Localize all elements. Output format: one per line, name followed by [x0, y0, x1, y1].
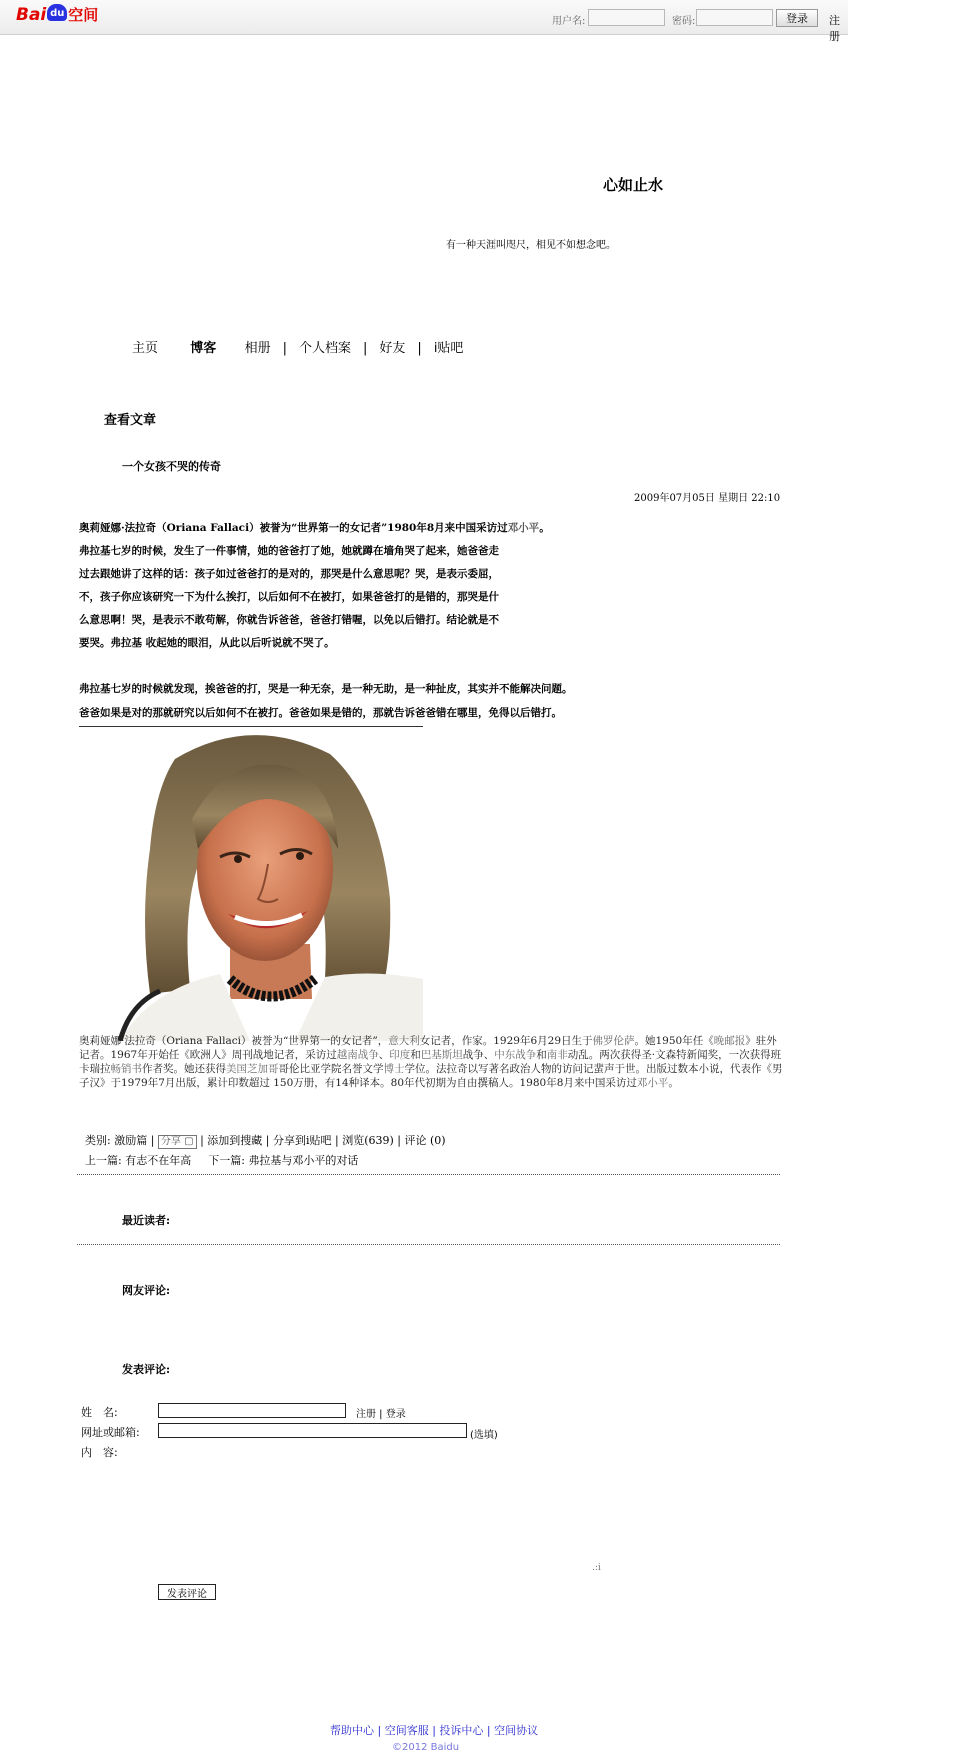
caption-link[interactable]: 南非 — [546, 1049, 568, 1061]
caption-text: 奥莉娅娜·法拉奇（Oriana Fallaci）被誉为“世界第一的女记者”， — [79, 1035, 389, 1047]
divider — [79, 726, 423, 727]
caption-link[interactable]: 晚邮报 — [713, 1035, 746, 1047]
nav-blog[interactable]: 博客 — [190, 341, 217, 356]
caption-line — [79, 1033, 777, 1048]
username-input[interactable] — [588, 9, 665, 26]
caption-link[interactable]: 印度 — [389, 1049, 411, 1061]
submit-comment-button[interactable]: 发表评论 — [158, 1584, 216, 1600]
name-label: 姓 名: — [81, 1406, 118, 1419]
body-text: 。 — [539, 522, 550, 534]
nav-separator: | — [417, 341, 422, 356]
meta-separator: | — [150, 1134, 158, 1147]
url-email-input[interactable] — [158, 1423, 467, 1438]
register-link[interactable]: 注册 — [829, 14, 840, 43]
caption-text: 、 — [378, 1049, 390, 1061]
footer-link-help[interactable]: 帮助中心 — [330, 1724, 374, 1737]
baidu-space-logo[interactable] — [16, 4, 98, 25]
prev-label: 上一篇: — [85, 1154, 122, 1167]
password-label: 密码: — [672, 16, 696, 27]
caption-text: 作者奖。她还获得 — [142, 1063, 226, 1075]
meta-separator: | — [397, 1134, 405, 1147]
nav-album[interactable]: 相册 — [244, 341, 271, 356]
nav-separator: | — [363, 341, 368, 356]
url-email-label: 网址或邮箱: — [81, 1426, 140, 1439]
caption-text: 哥伦比亚学院名誉文学 — [278, 1063, 384, 1075]
body-line: 弗拉基七岁的时候就发现，挨爸爸的打，哭是一种无奈，是一种无助，是一种扯皮，其实并不能解决问题。 — [79, 683, 573, 695]
name-input[interactable] — [158, 1403, 346, 1418]
comments-link[interactable]: 评论 (0) — [404, 1134, 446, 1147]
dotted-divider — [77, 1244, 780, 1245]
share-button[interactable] — [158, 1135, 197, 1149]
password-input[interactable] — [696, 9, 773, 26]
caption-link[interactable]: 巴基斯坦 — [420, 1049, 463, 1061]
main-nav — [132, 337, 463, 356]
meta-separator: | — [265, 1134, 273, 1147]
caption-text: 学位。法拉奇以写著名政治人物的访问记蜚声于世。出版过数本小说，代表作《男 — [404, 1063, 783, 1075]
next-post-link[interactable]: 弗拉基与邓小平的对话 — [248, 1154, 359, 1167]
comment-textarea[interactable] — [158, 1444, 606, 1576]
logo-du: du — [47, 4, 67, 21]
recent-readers-heading: 最近读者: — [122, 1214, 171, 1227]
next-label: 下一篇: — [208, 1154, 245, 1167]
footer-link-agreement[interactable]: 空间协议 — [494, 1724, 539, 1737]
body-line: 要哭。弗拉基 收起她的眼泪，从此以后听说就不哭了。 — [79, 637, 335, 649]
section-title: 查看文章 — [104, 413, 157, 428]
caption-link[interactable]: 博士 — [383, 1063, 405, 1075]
logo-space: 空间 — [68, 6, 99, 24]
caption-link[interactable]: 邓小平 — [636, 1077, 669, 1089]
top-bar — [0, 0, 848, 43]
caption-text: 女记者，作家。1929年6月29日生于 — [419, 1035, 593, 1047]
prev-post-link[interactable]: 有志不在年高 — [125, 1154, 192, 1167]
caption-link[interactable]: 中东战争 — [494, 1049, 537, 1061]
site-description: 有一种天涯叫咫尺，相见不如想念吧。 — [446, 240, 616, 251]
site-title: 心如止水 — [603, 176, 664, 194]
netizen-comments-heading: 网友评论: — [122, 1284, 171, 1297]
body-line — [79, 520, 550, 535]
caption-text: 战争、 — [462, 1049, 495, 1061]
add-to-favorites-link[interactable]: 添加到搜藏 — [207, 1134, 263, 1147]
caption-line — [79, 1047, 781, 1062]
copyright: ©2012 Baidu — [392, 1742, 460, 1753]
body-line: 爸爸如果是对的那就研究以后如何不在被打。爸爸如果是错的，那就告诉爸爸错在哪里，免得以后错打。 — [79, 707, 562, 719]
share-to-tieba-link[interactable]: 分享到i贴吧 — [272, 1134, 332, 1147]
logo-bai: Bai — [16, 5, 47, 25]
caption-link[interactable]: 佛罗伦萨 — [592, 1035, 635, 1047]
caption-text: 。她1950年任《 — [634, 1035, 714, 1047]
username-label: 用户名: — [552, 16, 586, 27]
meta-separator: | — [335, 1134, 343, 1147]
body-line: 过去跟她讲了这样的话：孩子如过爸爸打的是对的，那哭是什么意思呢？哭，是表示委屈， — [79, 568, 499, 580]
body-line: 么意思啊！哭，是表示不敢苟解，你就告诉爸爸，爸爸打错喔，以免以后错打。结论就是不 — [79, 614, 499, 626]
caption-line — [79, 1075, 679, 1090]
prev-next-nav — [85, 1152, 358, 1168]
views-count: 浏览(639) — [342, 1134, 394, 1147]
caption-link[interactable]: 芝加哥 — [247, 1063, 279, 1075]
body-text: 奥莉娅娜·法拉奇（Oriana Fallaci）被誉为“世界第一的女记者”1980年8月来中国采访过 — [79, 522, 508, 534]
caption-line — [79, 1061, 783, 1076]
body-line: 弗拉基七岁的时候，发生了一件事情，她的爸爸打了她，她就蹲在墙角哭了起来，她爸爸走 — [79, 545, 499, 557]
category-link[interactable]: 激励篇 — [114, 1134, 148, 1147]
meta-separator: | — [200, 1134, 208, 1147]
article-title: 一个女孩不哭的传奇 — [122, 460, 221, 473]
caption-text: 。 — [668, 1077, 679, 1089]
caption-text: 》驻外 — [745, 1035, 777, 1047]
nav-separator: | — [282, 341, 287, 356]
share-icon: ▢ — [180, 1136, 194, 1147]
footer-links: 帮助中心 | 空间客服 | 投诉中心 | 空间协议 — [330, 1724, 539, 1737]
register-login-links[interactable]: 注册 | 登录 — [356, 1409, 406, 1420]
caption-link[interactable]: 越南战争 — [336, 1049, 379, 1061]
body-line: 不，孩子你应该研究一下为什么挨打，以后如何不在被打，如果爸爸打的是错的，那哭是什 — [79, 591, 499, 603]
post-date: 2009年07月05日 星期日 22:10 — [634, 493, 781, 504]
category-label: 类别: — [85, 1134, 111, 1147]
resize-handle[interactable]: .:i — [592, 1563, 601, 1573]
nav-tieba[interactable]: i贴吧 — [433, 341, 464, 356]
portrait-photo — [80, 729, 423, 1041]
caption-text: 子汉》于1979年7月出版，累计印数超过 150万册，有14种译本。80年代初期为自由撰稿人。1980年8月来中国采访过 — [79, 1077, 637, 1089]
nav-friends[interactable]: 好友 — [379, 341, 406, 356]
caption-text: 动乱。两次获得圣·文森特新闻奖，一次获得班 — [567, 1049, 782, 1061]
caption-link[interactable]: 美国 — [226, 1063, 247, 1075]
footer-link-support[interactable]: 空间客服 — [384, 1724, 429, 1737]
dotted-divider — [77, 1174, 780, 1175]
share-label: 分享 — [160, 1136, 181, 1147]
caption-link[interactable]: 畅销书 — [110, 1063, 142, 1075]
optional-note: (选填) — [470, 1430, 498, 1441]
content-label: 内 容: — [81, 1446, 118, 1459]
caption-text: 卡瑞拉 — [79, 1063, 111, 1075]
caption-link[interactable]: 意大利 — [388, 1035, 420, 1047]
portrait-illustration — [80, 729, 423, 1041]
nav-profile[interactable]: 个人档案 — [299, 341, 352, 356]
login-button[interactable]: 登录 — [776, 9, 818, 27]
post-comment-heading: 发表评论: — [122, 1363, 171, 1376]
nav-home[interactable]: 主页 — [132, 341, 159, 356]
article-meta — [85, 1132, 446, 1149]
caption-text: 和 — [410, 1049, 421, 1061]
caption-text: 记者。1967年开始任《欧洲人》周刊战地记者，采访过 — [79, 1049, 337, 1061]
caption-text: 和 — [536, 1049, 547, 1061]
footer-link-complaints[interactable]: 投诉中心 — [439, 1724, 484, 1737]
body-link[interactable]: 邓小平 — [507, 522, 540, 534]
